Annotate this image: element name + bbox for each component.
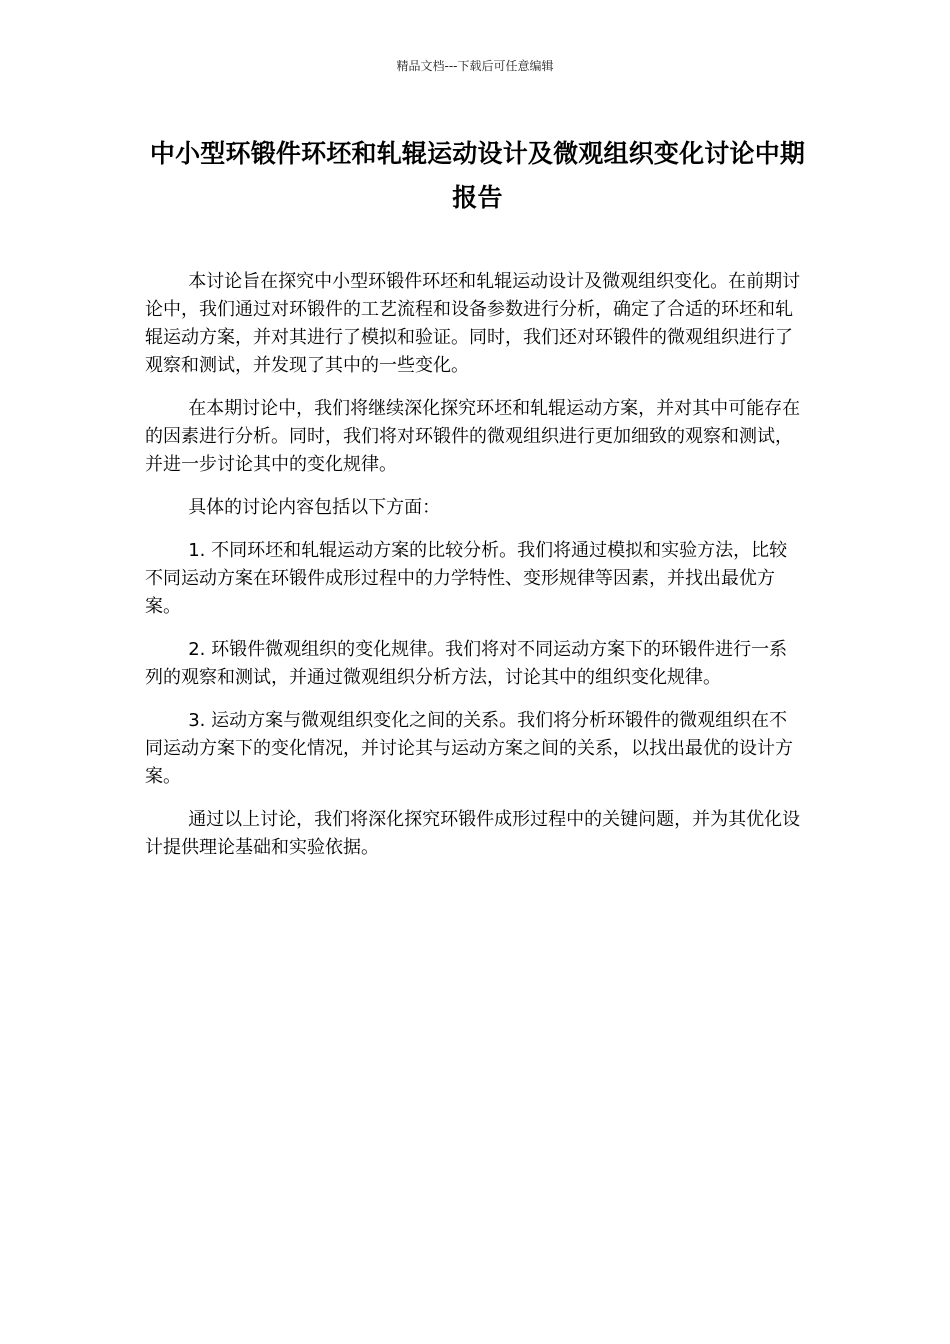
paragraph-content-lead: 具体的讨论内容包括以下方面： xyxy=(188,497,441,518)
paragraph-item-1: 1. 不同环坯和轧辊运动方案的比较分析。我们将通过模拟和实验方法，比较不同运动方案在环锻件成形过程中的力学特性、变形规律等因素，并找出最优方案。 xyxy=(145,540,788,617)
page-header: 精品文档---下载后可任意编辑 xyxy=(396,59,554,73)
paragraph-item-2: 2. 环锻件微观组织的变化规律。我们将对不同运动方案下的环锻件进行一系列的观察和测试，并通过微观组织分析方法，讨论其中的组织变化规律。 xyxy=(145,639,788,688)
paragraph-conclusion: 通过以上讨论，我们将深化探究环锻件成形过程中的关键问题，并为其优化设计提供理论基础和实验依据。 xyxy=(145,809,801,858)
document-title: 中小型环锻件环坯和轧辊运动设计及微观组织变化讨论中期报告 xyxy=(149,139,806,212)
document-body xyxy=(145,268,805,877)
paragraph-intro: 本讨论旨在探究中小型环锻件环坯和轧辊运动设计及微观组织变化。在前期讨论中，我们通过对环锻件的工艺流程和设备参数进行分析，确定了合适的环坯和轧辊运动方案，并对其进行了模拟和验证。同时，我们还对环锻件的微观组织进行了观察和测试，并发现了其中的一些变化。 xyxy=(145,271,801,376)
paragraph-item-3: 3. 运动方案与微观组织变化之间的关系。我们将分析环锻件的微观组织在不同运动方案下的变化情况，并讨论其与运动方案之间的关系，以找出最优的设计方案。 xyxy=(145,710,793,787)
paragraph-current-phase: 在本期讨论中，我们将继续深化探究环坯和轧辊运动方案，并对其中可能存在的因素进行分析。同时，我们将对环锻件的微观组织进行更加细致的观察和测试，并进一步讨论其中的变化规律。 xyxy=(145,398,801,475)
